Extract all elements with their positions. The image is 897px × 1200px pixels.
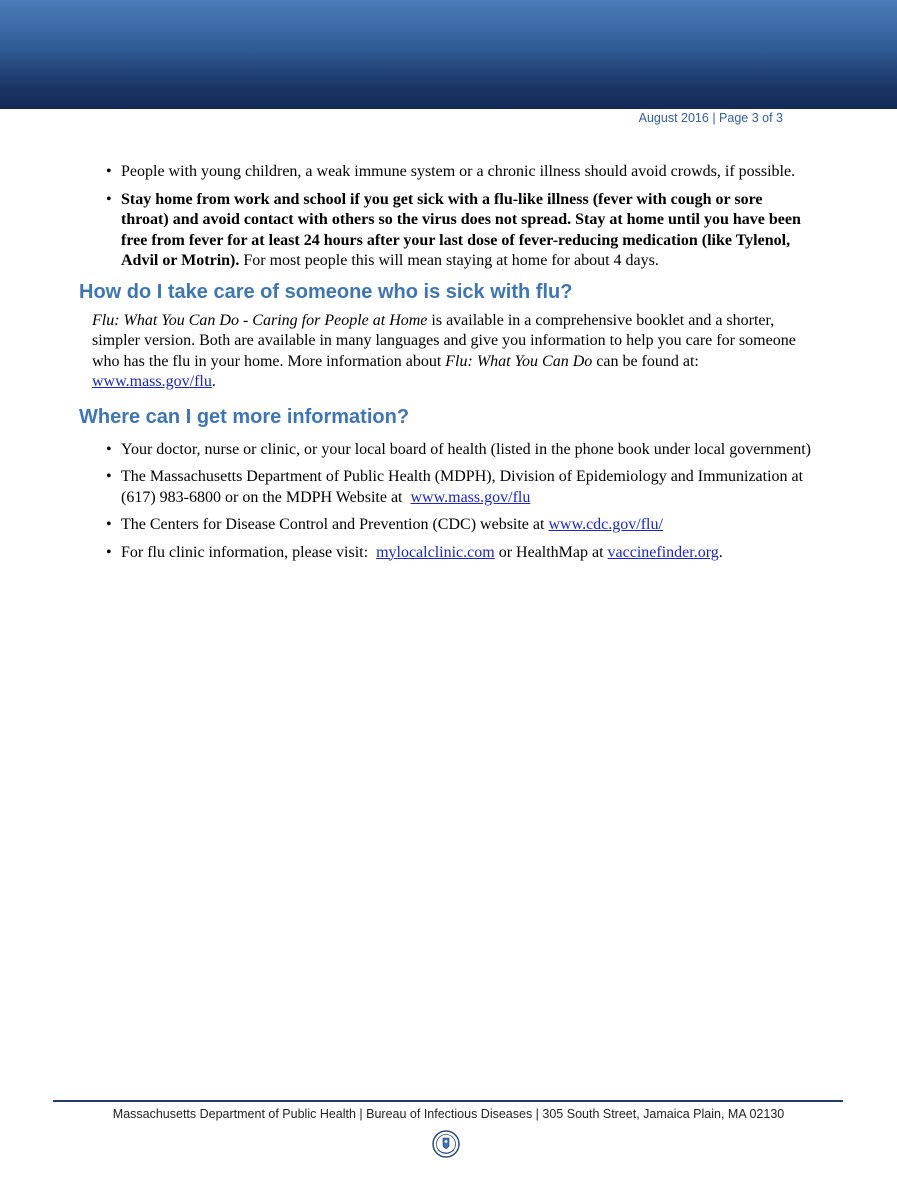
info-list [79, 440, 814, 564]
mdph-website-link[interactable]: www.mass.gov/flu [410, 488, 531, 506]
prevention-list [79, 162, 814, 272]
cdc-flu-link[interactable]: www.cdc.gov/flu/ [548, 516, 663, 533]
bullet-bold-text: Stay home from work and school if you get sick with a flu-like illness (fever with cough or sore throat) and avoid contact with others so the virus does not spread. Stay at home until you have been free from fever for at least 24 hours after your last dose of fever-reducing medication (like Tylenol, Advil or Motrin). [121, 190, 801, 269]
list-item [79, 440, 814, 461]
care-text-2: can be found at: [596, 352, 699, 370]
page-number: Page 3 of 3 [719, 111, 783, 125]
state-seal-icon [432, 1130, 460, 1158]
list-item [79, 515, 814, 536]
info-text: The Massachusetts Department of Public Health (MDPH), Division of Epidemiology and Immunization at (617) 983-6800 or on the MDPH Website at [121, 468, 804, 506]
footer-divider [53, 1100, 843, 1102]
info-text: The Centers for Disease Control and Prevention (CDC) website at [121, 516, 545, 533]
info-text: For flu clinic information, please visit: [121, 543, 369, 561]
list-item [79, 467, 814, 508]
mass-gov-flu-link[interactable]: www.mass.gov/flu [92, 373, 212, 390]
info-text-mid: or HealthMap at [498, 543, 604, 561]
section-heading-info: Where can I get more information? [79, 405, 410, 428]
list-item [79, 543, 814, 564]
list-item [79, 190, 814, 272]
header-banner [0, 0, 897, 109]
section-heading-care: How do I take care of someone who is sick with flu? [79, 280, 573, 303]
info-text: Your doctor, nurse or clinic, or your local board of health (listed in the phone book under local government) [121, 440, 811, 458]
care-paragraph [79, 311, 814, 393]
footer-address: Massachusetts Department of Public Health | Bureau of Infectious Diseases | 305 South Street, Jamaica Plain, MA 02130 [112, 1107, 785, 1121]
page-reference: August 2016 | Page 3 of 3 [638, 111, 783, 125]
vaccinefinder-link[interactable]: vaccinefinder.org [607, 543, 719, 561]
period: . [718, 543, 723, 561]
booklet-title-short: Flu: What You Can Do [445, 352, 593, 370]
bullet-text: People with young children, a weak immune system or a chronic illness should avoid crowds, if possible. [121, 163, 796, 180]
care-text: is available in a comprehensive booklet and a shorter, simpler version. Both are available in many languages and give you information to help you care for someone who has the flu in your home. More information about [92, 311, 796, 370]
header-date: August 2016 [638, 111, 709, 125]
period: . [211, 373, 216, 390]
mylocalclinic-link[interactable]: mylocalclinic.com [376, 543, 495, 561]
main-content [79, 162, 814, 570]
list-item [79, 162, 814, 183]
bullet-text: For most people this will mean staying at home for about 4 days. [243, 252, 659, 269]
booklet-title: Flu: What You Can Do - Caring for People at Home [92, 311, 428, 329]
